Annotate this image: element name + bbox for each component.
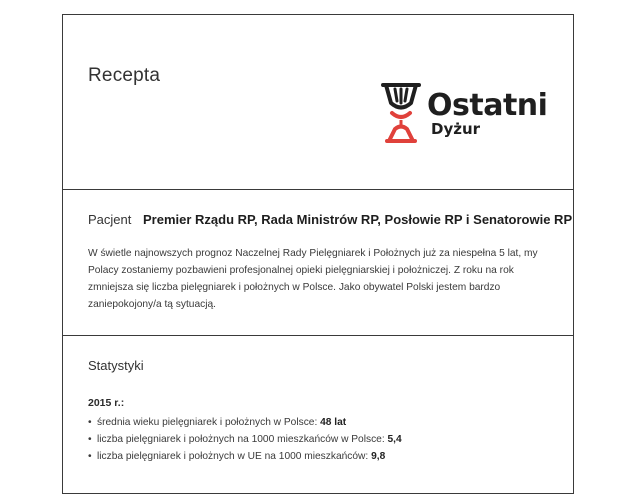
logo-subname: Dyżur bbox=[431, 120, 481, 138]
statistics-item-text: liczba pielęgniarek i położnych w UE na 1000 mieszkańców: bbox=[97, 451, 372, 462]
bullet-icon: • bbox=[88, 434, 92, 445]
statistics-list bbox=[88, 414, 402, 465]
prescription-sheet bbox=[62, 14, 574, 494]
patient-section bbox=[63, 190, 573, 336]
ostatni-dyzur-logo bbox=[379, 79, 559, 149]
bullet-icon: • bbox=[88, 451, 92, 462]
statistics-item bbox=[88, 414, 402, 431]
patient-description: W świetle najnowszych prognoz Naczelnej Rady Pielęgniarek i Położnych już za niespełna 5 lat, my Polacy zostaniemy pozbawieni profesjonalnej opieki pielęgniarskiej i położniczej. Z roku na rok zmniejsza się liczba pielęgniarek i położnych w Polsce. Jako obywatel Polski jestem bardzo zaniepokojony/a tą sytuacją. bbox=[88, 248, 538, 310]
statistics-item-value: 9,8 bbox=[371, 451, 386, 462]
statistics-item-text: średnia wieku pielęgniarek i położnych w Polsce: bbox=[97, 417, 321, 428]
patient-label: Pacjent bbox=[88, 212, 132, 227]
patient-name: Premier Rządu RP, Rada Ministrów RP, Posłowie RP i Senatorowie RP bbox=[143, 212, 573, 227]
statistics-title: Statystyki bbox=[88, 358, 144, 373]
statistics-item bbox=[88, 448, 402, 465]
statistics-section bbox=[63, 336, 573, 496]
statistics-year: 2015 r.: bbox=[88, 397, 125, 409]
document-title: Recepta bbox=[88, 65, 161, 86]
statistics-item-value: 5,4 bbox=[387, 434, 402, 445]
bullet-icon: • bbox=[88, 417, 92, 428]
hourglass-cup-icon bbox=[379, 79, 423, 145]
statistics-item bbox=[88, 431, 402, 448]
patient-line bbox=[88, 212, 572, 227]
statistics-item-value: 48 lat bbox=[320, 417, 347, 428]
statistics-item-text: liczba pielęgniarek i położnych na 1000 mieszkańców w Polsce: bbox=[97, 434, 388, 445]
logo-name: Ostatni bbox=[427, 88, 548, 123]
header-section bbox=[63, 15, 573, 190]
